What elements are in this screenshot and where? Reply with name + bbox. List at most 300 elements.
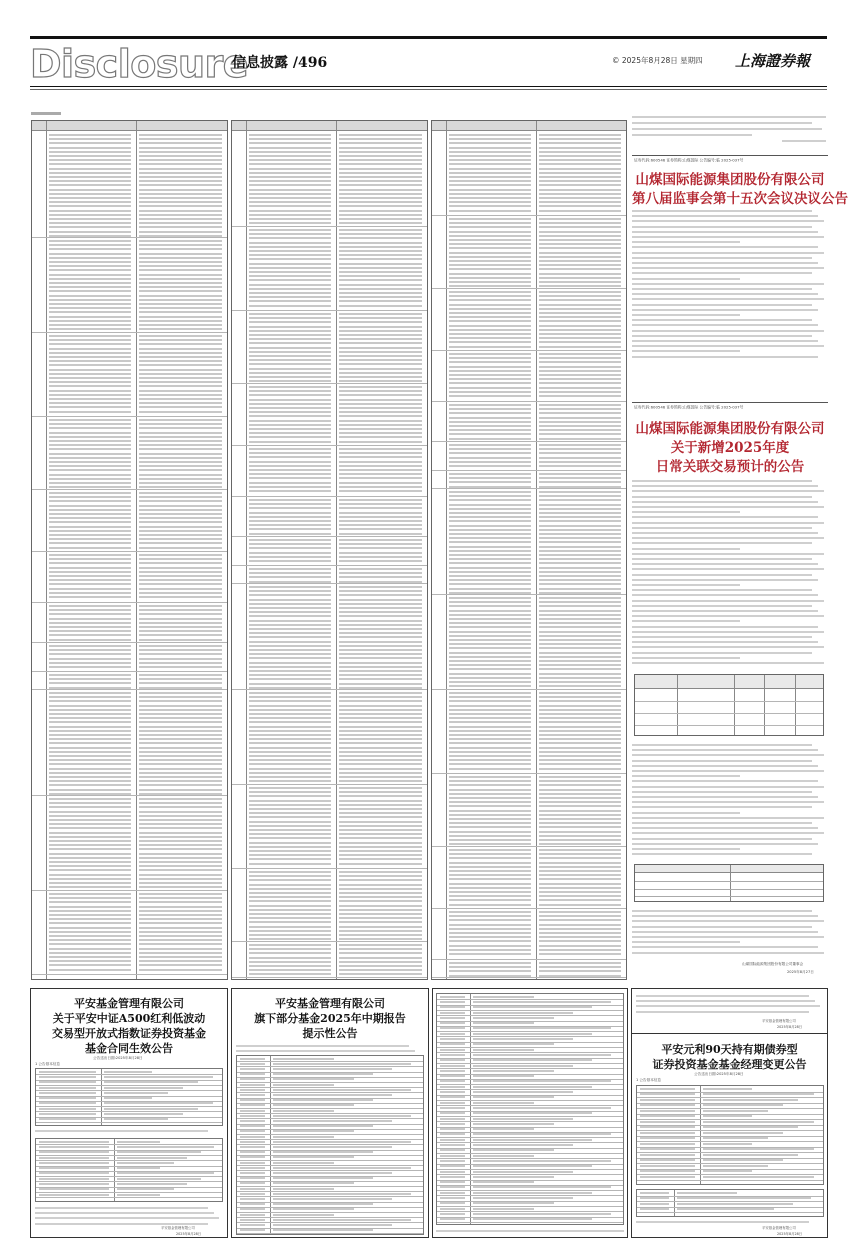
cell-text-line (49, 534, 132, 536)
cell-text-line (139, 878, 222, 880)
cell-text-line (139, 840, 222, 842)
cell-text-line (49, 542, 132, 544)
cell-text-line (249, 399, 332, 401)
text-line (632, 532, 818, 534)
table-row-rule (36, 1144, 222, 1145)
cell-text-line (539, 843, 621, 845)
cell-text-line (339, 944, 422, 946)
cell-text-line (249, 713, 332, 715)
table-row-rule (432, 773, 626, 774)
text-line (35, 1212, 214, 1214)
cell-text-line (339, 390, 422, 392)
cell-text-line (49, 369, 132, 371)
cell-text-line (539, 870, 621, 872)
cell-text-line (440, 1049, 465, 1051)
cell-text-line (273, 1229, 372, 1231)
cell-text-line (339, 837, 422, 839)
cell-text-line (139, 432, 222, 434)
table-column-rule (764, 675, 765, 735)
table-row-rule (437, 999, 623, 1000)
cell-text-line (49, 282, 132, 284)
cell-text-line (49, 613, 132, 615)
cell-text-line (539, 473, 621, 475)
text-line (632, 330, 824, 332)
cell-text-line (49, 218, 132, 220)
cell-text-line (249, 155, 332, 157)
cell-text-line (449, 713, 531, 715)
cell-text-line (249, 709, 332, 711)
cell-text-line (249, 692, 332, 694)
cell-text-line (249, 368, 332, 370)
cell-text-line (249, 359, 332, 361)
cell-text-line (677, 1208, 774, 1210)
cell-text-line (249, 607, 332, 609)
table-row-rule (437, 1047, 623, 1048)
cell-text-line (49, 865, 132, 867)
cell-text-line (249, 816, 332, 818)
text-line (632, 646, 824, 648)
cell-text-line (449, 541, 531, 543)
cell-text-line (139, 257, 222, 259)
cell-text-line (449, 597, 531, 599)
cell-text-line (449, 919, 531, 921)
cell-text-line (49, 960, 132, 962)
text-line (632, 511, 740, 513)
cell-text-line (440, 1123, 465, 1125)
cell-text-line (49, 398, 132, 400)
table-row-rule (32, 795, 227, 796)
cell-text-line (49, 240, 132, 242)
cell-text-line (39, 1172, 109, 1174)
text-line (632, 210, 812, 212)
cell-text-line (449, 252, 531, 254)
cell-text-line (339, 721, 422, 723)
text-line (632, 848, 740, 850)
cell-text-line (49, 823, 132, 825)
table-row-rule (637, 1097, 823, 1098)
cell-text-line (249, 372, 332, 374)
cell-text-line (139, 674, 222, 676)
cell-text-line (139, 952, 222, 954)
cell-text-line (539, 751, 621, 753)
cell-text-line (539, 361, 621, 363)
text-line (632, 309, 818, 311)
table-column-rule (46, 121, 47, 979)
cell-text-line (249, 172, 332, 174)
cell-text-line (449, 899, 531, 901)
cell-text-line (49, 538, 132, 540)
table-row-rule (437, 1026, 623, 1027)
table-row-rule (36, 1101, 222, 1102)
text-line (632, 775, 740, 777)
yuanli-footer-company-top: 平安基金管理有限公司 (762, 1019, 796, 1024)
cell-text-line (139, 214, 222, 216)
cell-text-line (139, 513, 222, 515)
a500-company: 平安基金管理有限公司 (74, 997, 184, 1010)
cell-text-line (49, 151, 132, 153)
cell-text-line (449, 382, 531, 384)
cell-text-line (539, 163, 621, 165)
cell-text-line (473, 1112, 591, 1114)
cell-text-line (139, 335, 222, 337)
cell-text-line (440, 1144, 465, 1146)
cell-text-line (539, 357, 621, 359)
cell-text-line (449, 793, 531, 795)
cell-text-line (273, 1188, 334, 1190)
cell-text-line (539, 243, 621, 245)
text-line (636, 1005, 820, 1007)
cell-text-line (249, 477, 332, 479)
cell-text-line (249, 812, 332, 814)
text-line (632, 657, 740, 659)
cell-text-line (139, 658, 222, 660)
cell-text-line (139, 411, 222, 413)
cell-text-line (449, 558, 531, 560)
cell-text-line (49, 155, 132, 157)
cell-text-line (339, 490, 422, 492)
cell-text-line (139, 197, 222, 199)
cell-text-line (640, 1176, 695, 1178)
cell-text-line (449, 239, 531, 241)
cell-text-line (249, 543, 332, 545)
cell-text-line (49, 210, 132, 212)
cell-text-line (240, 1156, 265, 1158)
cell-text-line (539, 839, 621, 841)
cell-text-line (339, 441, 422, 443)
cell-text-line (449, 412, 531, 414)
cell-text-line (449, 554, 531, 556)
cell-text-line (339, 965, 422, 967)
cell-text-line (539, 759, 621, 761)
cell-text-line (539, 374, 621, 376)
cell-text-line (539, 312, 621, 314)
cell-text-line (273, 1058, 334, 1060)
cell-text-line (249, 572, 332, 574)
text-line (632, 806, 812, 808)
cell-text-line (39, 1151, 109, 1153)
cell-text-line (49, 265, 132, 267)
cell-text-line (49, 857, 132, 859)
cell-text-line (449, 614, 531, 616)
cell-text-line (39, 1157, 109, 1159)
cell-text-line (49, 364, 132, 366)
cell-text-line (539, 295, 621, 297)
cell-text-line (339, 330, 422, 332)
cell-text-line (339, 821, 422, 823)
cell-text-line (249, 210, 332, 212)
a500-text-end (35, 1205, 223, 1225)
cell-text-line (39, 1178, 109, 1180)
text-line (632, 744, 812, 746)
text-line (632, 485, 818, 487)
table-row-rule (32, 489, 227, 490)
cell-text-line (273, 1130, 353, 1132)
cell-text-line (139, 373, 222, 375)
cell-text-line (339, 957, 422, 959)
cell-text-line (539, 231, 621, 233)
cell-text-line (539, 784, 621, 786)
cell-text-line (339, 730, 422, 732)
cell-text-line (49, 893, 132, 895)
text-line (632, 267, 824, 269)
table-row-rule (437, 1015, 623, 1016)
cell-text-line (139, 622, 222, 624)
cell-text-line (249, 717, 332, 719)
cell-text-line (49, 142, 132, 144)
cell-text-line (440, 1017, 465, 1019)
cell-text-line (249, 142, 332, 144)
cell-text-line (339, 846, 422, 848)
cell-text-line (339, 763, 422, 765)
cell-text-line (49, 721, 132, 723)
cell-text-line (249, 909, 332, 911)
cell-text-line (449, 966, 531, 968)
cell-text-line (539, 622, 621, 624)
table-row-rule (637, 1152, 823, 1153)
cell-text-line (339, 473, 422, 475)
cell-text-line (249, 499, 332, 501)
table-row-rule (432, 288, 626, 289)
cell-text-line (249, 184, 332, 186)
table-row-rule (637, 1158, 823, 1159)
table-row-rule (232, 565, 427, 566)
cell-text-line (249, 657, 332, 659)
cell-text-line (449, 370, 531, 372)
cell-text-line (49, 394, 132, 396)
cell-text-line (339, 833, 422, 835)
cell-text-line (249, 159, 332, 161)
cell-text-line (440, 1102, 465, 1104)
amendment-table-part-3 (431, 120, 627, 980)
yuanli-manager-change-notice (631, 988, 828, 1238)
cell-text-line (339, 528, 422, 530)
cell-text-line (703, 1099, 798, 1101)
cell-text-line (139, 721, 222, 723)
cell-text-line (339, 428, 422, 430)
cell-text-line (339, 871, 422, 873)
text-line (632, 215, 818, 217)
cell-text-line (249, 490, 332, 492)
cell-text-line (249, 441, 332, 443)
cell-text-line (473, 1065, 572, 1067)
cell-text-line (539, 180, 621, 182)
cell-text-line (449, 751, 531, 753)
cell-text-line (104, 1092, 167, 1094)
cell-text-line (49, 742, 132, 744)
table-column-rule (136, 121, 137, 979)
table-row-rule (36, 1117, 222, 1118)
text-line (632, 506, 824, 508)
cell-text-line (249, 683, 332, 685)
cell-text-line (449, 843, 531, 845)
text-line (636, 1011, 809, 1013)
cell-text-line (539, 849, 621, 851)
table-row-rule (232, 868, 427, 869)
cell-text-line (49, 521, 132, 523)
cell-text-line (139, 274, 222, 276)
cell-text-line (139, 678, 222, 680)
cell-text-line (440, 1128, 465, 1130)
cell-text-line (249, 829, 332, 831)
table-row-rule (637, 1174, 823, 1175)
cell-text-line (449, 631, 531, 633)
cell-text-line (440, 1139, 465, 1141)
cell-text-line (539, 945, 621, 947)
cell-text-line (539, 970, 621, 972)
cell-text-line (49, 274, 132, 276)
cell-text-line (249, 520, 332, 522)
cell-text-line (249, 351, 332, 353)
cell-text-line (440, 1133, 465, 1135)
cell-text-line (249, 791, 332, 793)
cell-text-line (139, 571, 222, 573)
cell-text-line (49, 780, 132, 782)
cell-text-line (49, 943, 132, 945)
cell-text-line (539, 696, 621, 698)
cell-text-line (449, 142, 531, 144)
table-row-rule (32, 416, 227, 417)
cell-text-line (49, 360, 132, 362)
cell-text-line (104, 1076, 213, 1078)
cell-text-line (249, 973, 332, 975)
cell-text-line (139, 324, 222, 326)
cell-text-line (339, 296, 422, 298)
cell-text-line (249, 653, 332, 655)
cell-text-line (449, 579, 531, 581)
cell-text-line (249, 456, 332, 458)
cell-text-line (473, 1038, 572, 1040)
table-row-rule (637, 1180, 823, 1181)
cell-text-line (339, 250, 422, 252)
cell-text-line (139, 538, 222, 540)
cell-text-line (539, 567, 621, 569)
table-row-rule (437, 1158, 623, 1159)
text-line (632, 257, 812, 259)
cell-text-line (273, 1151, 372, 1153)
cell-text-line (249, 763, 332, 765)
cell-text-line (139, 394, 222, 396)
cell-text-line (249, 415, 332, 417)
cell-text-line (139, 265, 222, 267)
cell-text-line (539, 878, 621, 880)
cell-text-line (139, 567, 222, 569)
cell-text-line (449, 583, 531, 585)
table-row-rule (36, 1160, 222, 1161)
cell-text-line (539, 481, 621, 483)
cell-text-line (49, 324, 132, 326)
cell-text-line (249, 386, 332, 388)
cell-text-line (249, 469, 332, 471)
cell-text-line (49, 939, 132, 941)
cell-text-line (139, 696, 222, 698)
cell-text-line (249, 214, 332, 216)
cell-text-line (539, 652, 621, 654)
text-line (632, 480, 812, 482)
cell-text-line (339, 938, 422, 940)
table-row-rule (232, 496, 427, 497)
cell-text-line (139, 960, 222, 962)
cell-text-line (139, 176, 222, 178)
cell-text-line (249, 347, 332, 349)
table-row-rule (36, 1187, 222, 1188)
cell-text-line (339, 653, 422, 655)
cell-text-line (539, 291, 621, 293)
cell-text-line (339, 791, 422, 793)
cell-text-line (539, 346, 621, 348)
cell-text-line (249, 821, 332, 823)
interim-intro-text (236, 1043, 424, 1053)
cell-text-line (249, 854, 332, 856)
cell-text-line (49, 626, 132, 628)
cell-text-line (539, 516, 621, 518)
cell-text-line (339, 717, 422, 719)
cell-text-line (449, 575, 531, 577)
cell-text-line (139, 811, 222, 813)
cell-text-line (139, 521, 222, 523)
table-column-rule (734, 675, 735, 735)
cell-text-line (139, 618, 222, 620)
cell-text-line (249, 205, 332, 207)
cell-text-line (440, 1075, 465, 1077)
cell-text-line (139, 163, 222, 165)
cell-text-line (640, 1165, 695, 1167)
cell-text-line (139, 348, 222, 350)
cell-text-line (449, 891, 531, 893)
cell-text-line (449, 529, 531, 531)
cell-text-line (39, 1071, 96, 1073)
cell-text-line (139, 861, 222, 863)
cell-text-line (449, 417, 531, 419)
notice-byline: 证券代码:600546 证券简称:山煤国际 公告编号:临 2025-037号 (634, 158, 744, 164)
table-row-rule (437, 1185, 623, 1186)
cell-text-line (449, 883, 531, 885)
cell-text-line (339, 284, 422, 286)
cell-text-line (139, 742, 222, 744)
cell-text-line (539, 438, 621, 440)
cell-text-line (539, 184, 621, 186)
cell-text-line (539, 660, 621, 662)
cell-text-line (339, 159, 422, 161)
cell-text-line (49, 592, 132, 594)
cell-text-line (539, 504, 621, 506)
cell-text-line (449, 520, 531, 522)
cell-text-line (240, 1136, 265, 1138)
cell-text-line (539, 176, 621, 178)
cell-text-line (117, 1178, 201, 1180)
table-row-rule (637, 1196, 823, 1197)
cell-text-line (473, 1192, 591, 1194)
cell-text-line (473, 1033, 591, 1035)
cell-text-line (249, 168, 332, 170)
text-line (632, 801, 824, 803)
cell-text-line (249, 842, 332, 844)
cell-text-line (49, 562, 132, 564)
cell-text-line (640, 1170, 695, 1172)
cell-text-line (449, 504, 531, 506)
cell-text-line (240, 1193, 265, 1195)
cell-text-line (49, 253, 132, 255)
cell-text-line (440, 1001, 465, 1003)
cell-text-line (539, 919, 621, 921)
table-row-rule (637, 1108, 823, 1109)
cell-text-line (449, 763, 531, 765)
text-line (632, 283, 824, 285)
cell-text-line (449, 652, 531, 654)
cell-text-line (249, 180, 332, 182)
cell-text-line (39, 1102, 96, 1104)
cell-text-line (473, 1139, 591, 1141)
cell-text-line (539, 618, 621, 620)
